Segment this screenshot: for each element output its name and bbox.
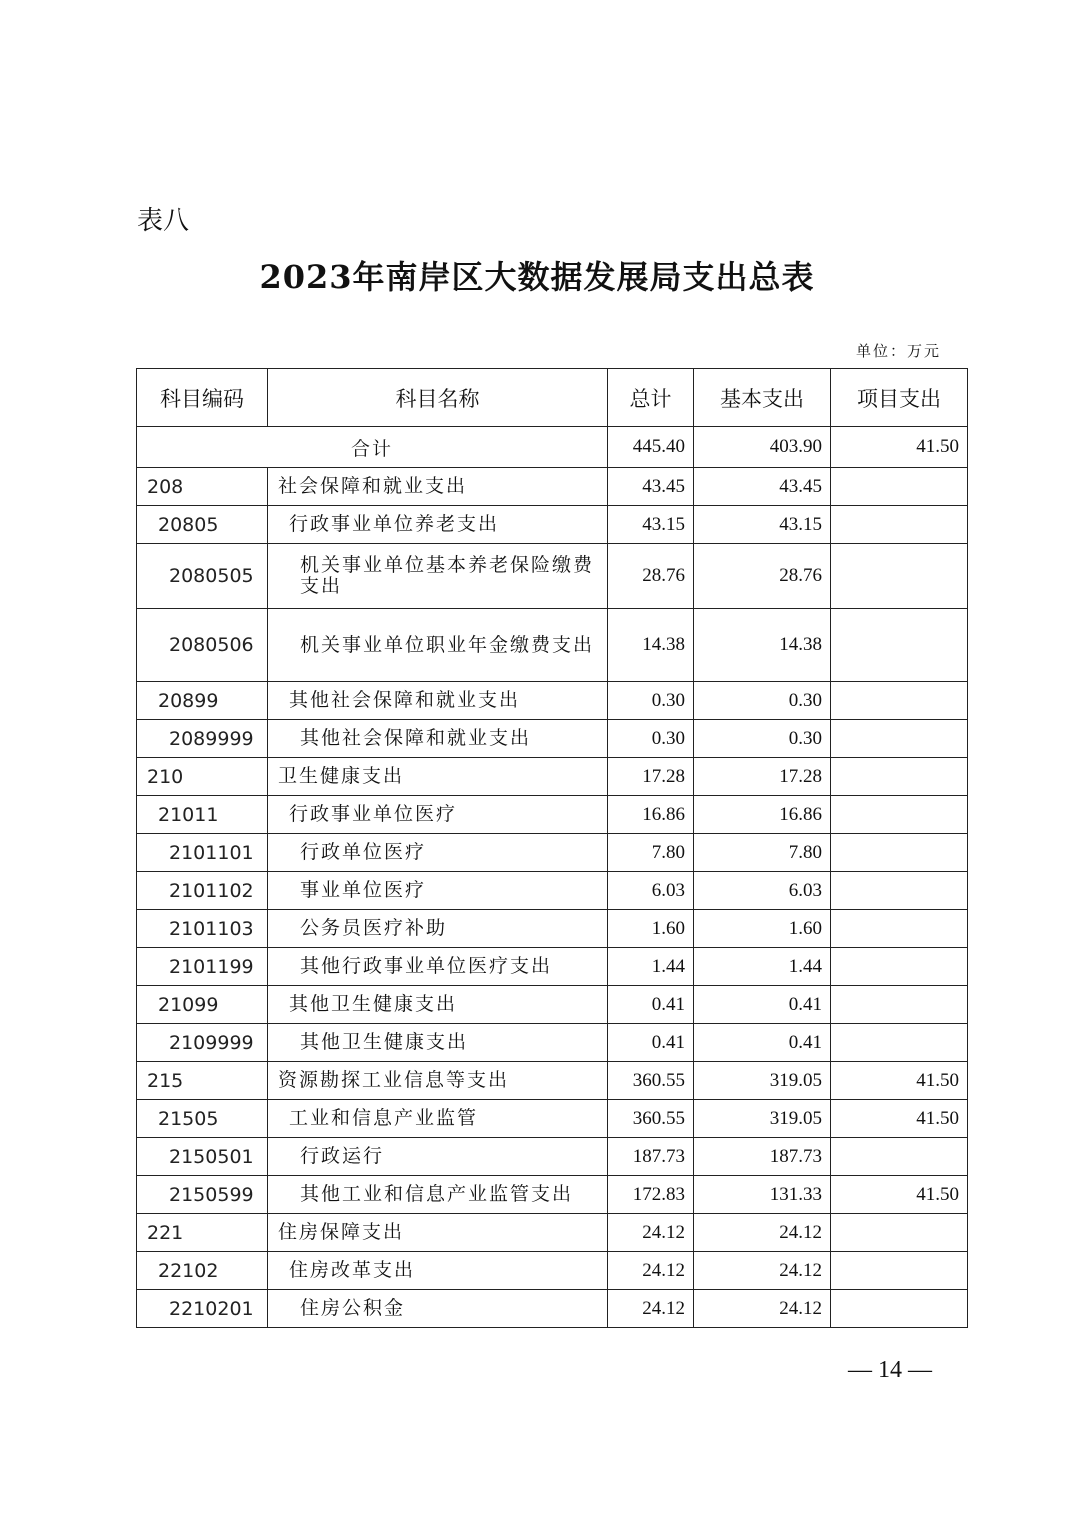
table-label: 表八 xyxy=(137,206,190,236)
row-name: 行政事业单位养老支出 xyxy=(268,506,608,544)
row-name: 住房改革支出 xyxy=(268,1252,608,1290)
row-basic: 7.80 xyxy=(694,834,831,872)
table-row xyxy=(137,682,968,720)
row-name: 行政运行 xyxy=(268,1138,608,1176)
table-row xyxy=(137,506,968,544)
table-row xyxy=(137,1290,968,1328)
row-total: 0.41 xyxy=(608,1024,694,1062)
row-basic: 187.73 xyxy=(694,1138,831,1176)
row-basic: 0.30 xyxy=(694,720,831,758)
row-total: 0.30 xyxy=(608,682,694,720)
row-total: 1.60 xyxy=(608,910,694,948)
row-project xyxy=(831,1252,968,1290)
row-code: 215 xyxy=(137,1062,268,1100)
row-project: 41.50 xyxy=(831,1176,968,1214)
row-basic: 43.15 xyxy=(694,506,831,544)
row-project xyxy=(831,796,968,834)
row-basic: 24.12 xyxy=(694,1290,831,1328)
row-total: 14.38 xyxy=(608,609,694,682)
row-name: 事业单位医疗 xyxy=(268,872,608,910)
row-name: 住房保障支出 xyxy=(268,1214,608,1252)
row-name: 其他卫生健康支出 xyxy=(268,986,608,1024)
row-basic: 0.30 xyxy=(694,682,831,720)
row-basic: 1.44 xyxy=(694,948,831,986)
row-basic: 319.05 xyxy=(694,1062,831,1100)
row-basic: 16.86 xyxy=(694,796,831,834)
row-total: 172.83 xyxy=(608,1176,694,1214)
table-row xyxy=(137,1024,968,1062)
row-code: 20899 xyxy=(137,682,268,720)
row-basic: 131.33 xyxy=(694,1176,831,1214)
row-name: 其他行政事业单位医疗支出 xyxy=(268,948,608,986)
row-basic: 6.03 xyxy=(694,872,831,910)
table-row xyxy=(137,1062,968,1100)
table-row xyxy=(137,1176,968,1214)
row-total: 28.76 xyxy=(608,544,694,609)
row-total: 24.12 xyxy=(608,1290,694,1328)
row-basic: 319.05 xyxy=(694,1100,831,1138)
row-total: 7.80 xyxy=(608,834,694,872)
table-row xyxy=(137,1214,968,1252)
total-project: 41.50 xyxy=(831,427,968,468)
row-project xyxy=(831,544,968,609)
total-row xyxy=(137,427,968,468)
row-name: 行政事业单位医疗 xyxy=(268,796,608,834)
header-project: 项目支出 xyxy=(831,369,968,427)
row-name: 工业和信息产业监管 xyxy=(268,1100,608,1138)
header-name: 科目名称 xyxy=(268,369,608,427)
row-total: 0.41 xyxy=(608,986,694,1024)
row-basic: 0.41 xyxy=(694,1024,831,1062)
document-title: 2023年南岸区大数据发展局支出总表 xyxy=(259,258,815,296)
row-name: 行政单位医疗 xyxy=(268,834,608,872)
row-name: 社会保障和就业支出 xyxy=(268,468,608,506)
expenditure-table xyxy=(136,368,968,1328)
table-row xyxy=(137,834,968,872)
header-basic: 基本支出 xyxy=(694,369,831,427)
table-row xyxy=(137,986,968,1024)
row-project xyxy=(831,1138,968,1176)
row-total: 43.15 xyxy=(608,506,694,544)
table-row xyxy=(137,1100,968,1138)
row-project xyxy=(831,758,968,796)
header-row xyxy=(137,369,968,427)
row-code: 2101102 xyxy=(137,872,268,910)
row-basic: 1.60 xyxy=(694,910,831,948)
row-code: 21011 xyxy=(137,796,268,834)
row-project xyxy=(831,506,968,544)
unit-note: 单位：万元 xyxy=(856,342,942,360)
row-code: 2150501 xyxy=(137,1138,268,1176)
row-code: 2101199 xyxy=(137,948,268,986)
row-code: 2210201 xyxy=(137,1290,268,1328)
row-project xyxy=(831,948,968,986)
row-total: 24.12 xyxy=(608,1214,694,1252)
row-code: 2080506 xyxy=(137,609,268,682)
row-code: 21505 xyxy=(137,1100,268,1138)
table-row xyxy=(137,910,968,948)
row-name: 机关事业单位基本养老保险缴费支出 xyxy=(268,544,608,609)
row-total: 24.12 xyxy=(608,1252,694,1290)
row-name: 其他社会保障和就业支出 xyxy=(268,720,608,758)
row-total: 6.03 xyxy=(608,872,694,910)
row-code: 208 xyxy=(137,468,268,506)
row-code: 22102 xyxy=(137,1252,268,1290)
page-number: — 14 — xyxy=(848,1357,932,1383)
row-code: 2109999 xyxy=(137,1024,268,1062)
row-basic: 24.12 xyxy=(694,1252,831,1290)
row-project xyxy=(831,872,968,910)
row-project xyxy=(831,468,968,506)
table-row xyxy=(137,468,968,506)
row-total: 187.73 xyxy=(608,1138,694,1176)
header-code: 科目编码 xyxy=(137,369,268,427)
row-code: 20805 xyxy=(137,506,268,544)
row-total: 43.45 xyxy=(608,468,694,506)
row-total: 1.44 xyxy=(608,948,694,986)
total-sum: 445.40 xyxy=(608,427,694,468)
row-project xyxy=(831,720,968,758)
row-total: 360.55 xyxy=(608,1062,694,1100)
row-code: 2080505 xyxy=(137,544,268,609)
row-name: 公务员医疗补助 xyxy=(268,910,608,948)
row-code: 221 xyxy=(137,1214,268,1252)
row-project xyxy=(831,910,968,948)
row-code: 2089999 xyxy=(137,720,268,758)
total-label: 合计 xyxy=(137,427,608,468)
row-project xyxy=(831,609,968,682)
row-name: 其他社会保障和就业支出 xyxy=(268,682,608,720)
row-total: 17.28 xyxy=(608,758,694,796)
row-code: 2150599 xyxy=(137,1176,268,1214)
table-row xyxy=(137,544,968,609)
row-project xyxy=(831,834,968,872)
row-project xyxy=(831,682,968,720)
row-name: 其他卫生健康支出 xyxy=(268,1024,608,1062)
table-row xyxy=(137,720,968,758)
row-total: 16.86 xyxy=(608,796,694,834)
row-basic: 0.41 xyxy=(694,986,831,1024)
row-code: 2101103 xyxy=(137,910,268,948)
row-total: 360.55 xyxy=(608,1100,694,1138)
row-basic: 28.76 xyxy=(694,544,831,609)
row-code: 210 xyxy=(137,758,268,796)
row-name: 机关事业单位职业年金缴费支出 xyxy=(268,609,608,682)
row-total: 0.30 xyxy=(608,720,694,758)
row-name: 其他工业和信息产业监管支出 xyxy=(268,1176,608,1214)
table-row xyxy=(137,609,968,682)
row-name: 资源勘探工业信息等支出 xyxy=(268,1062,608,1100)
header-total: 总计 xyxy=(608,369,694,427)
table-row xyxy=(137,796,968,834)
row-basic: 24.12 xyxy=(694,1214,831,1252)
table-row xyxy=(137,872,968,910)
row-project xyxy=(831,1290,968,1328)
row-name: 住房公积金 xyxy=(268,1290,608,1328)
table-row xyxy=(137,948,968,986)
row-project: 41.50 xyxy=(831,1100,968,1138)
row-project xyxy=(831,1214,968,1252)
row-project xyxy=(831,986,968,1024)
row-basic: 17.28 xyxy=(694,758,831,796)
table-row xyxy=(137,1138,968,1176)
table-row xyxy=(137,758,968,796)
row-name: 卫生健康支出 xyxy=(268,758,608,796)
total-basic: 403.90 xyxy=(694,427,831,468)
row-code: 21099 xyxy=(137,986,268,1024)
table-row xyxy=(137,1252,968,1290)
row-code: 2101101 xyxy=(137,834,268,872)
row-basic: 43.45 xyxy=(694,468,831,506)
row-basic: 14.38 xyxy=(694,609,831,682)
row-project: 41.50 xyxy=(831,1062,968,1100)
row-project xyxy=(831,1024,968,1062)
